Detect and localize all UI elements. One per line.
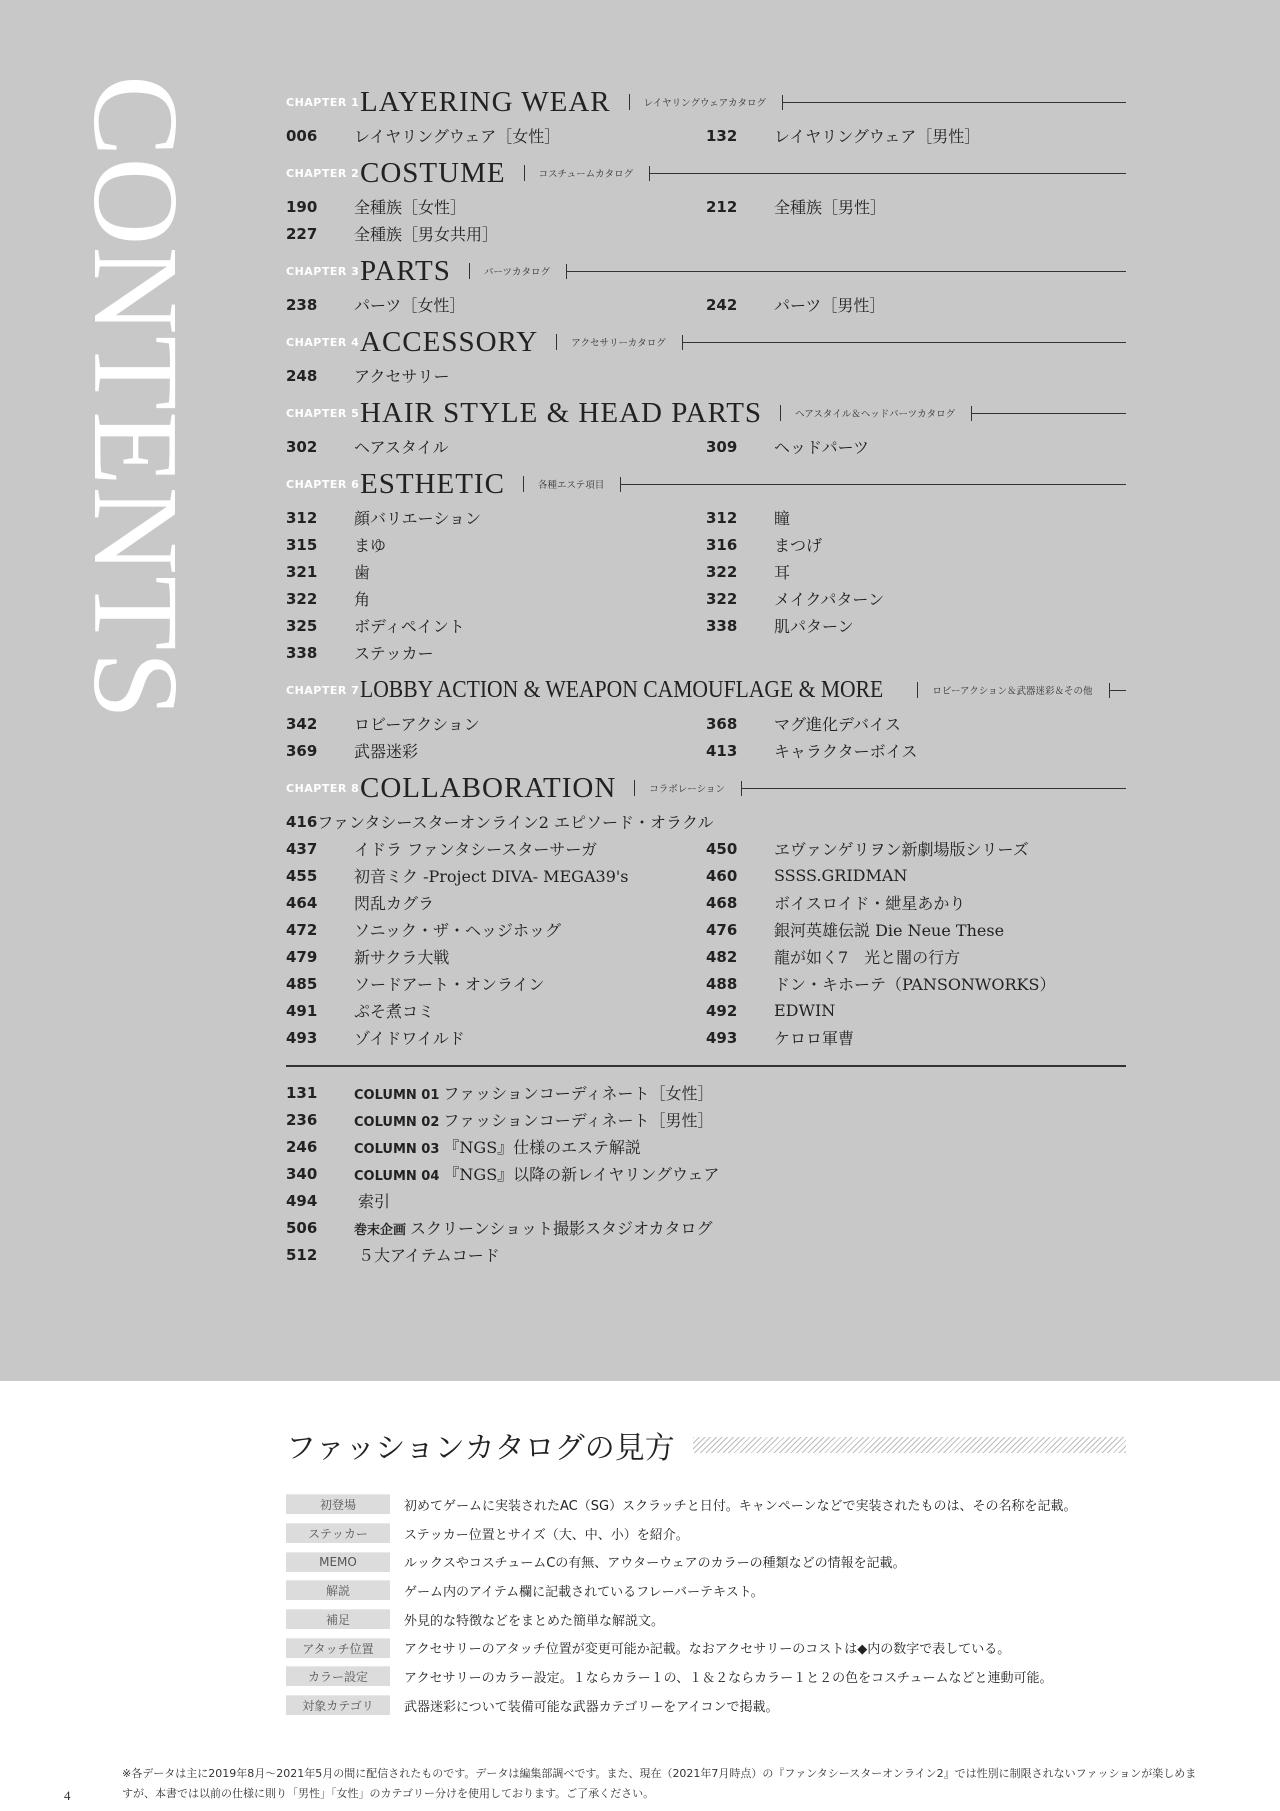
legend-row [286,1605,1126,1634]
column-title: 索引 [358,1192,391,1211]
toc-entry [286,362,706,389]
entry-page-number: 468 [706,893,738,912]
column-title: ファッションコーディネート［男性］ [443,1111,714,1130]
entry-title: 全種族［男性］ [774,198,887,217]
chapter-entries [286,710,1126,764]
toc-entry [286,916,706,943]
legend-row [286,1662,1126,1691]
entry-page-number: 338 [706,616,738,635]
entry-page-number: 482 [706,947,738,966]
chapter-title: ACCESSORY [360,325,539,358]
column-page-number: 131 [286,1083,318,1102]
chapter-subtitle: レイヤリングウェアカタログ [643,98,767,109]
toc-entry [286,531,706,558]
entry-page-number: 316 [706,535,738,554]
toc-entry [706,291,1126,318]
column-entry [286,1079,1126,1106]
toc-entry [286,558,706,585]
toc-entry [706,1024,1126,1051]
entry-page-number: 338 [286,643,318,662]
entry-title: ソードアート・オンライン [354,975,545,994]
chapter-subtitle: コラボレーション [649,784,725,795]
legend-key-badge: 解説 [286,1580,390,1600]
entry-page-number: 212 [706,197,738,216]
column-prefix: COLUMN 01 [354,1088,440,1103]
column-list [286,1079,1126,1268]
entry-title: 歯 [354,563,371,582]
entry-title: キャラクターボイス [774,742,918,761]
toc-entry [286,835,706,862]
entry-title: ロビーアクション [354,715,480,734]
entry-page-number: 479 [286,947,318,966]
chapter-entries [286,122,1126,149]
legend-description: ルックスやコスチュームCの有無、アウターウェアのカラーの種類などの情報を記載。 [404,1556,906,1572]
chapter-label: CHAPTER 8 [286,781,360,795]
column-prefix: COLUMN 02 [354,1115,440,1130]
column-prefix: COLUMN 04 [354,1169,440,1184]
toc-entry [706,970,1126,997]
chapter-subtitle: アクセサリーカタログ [571,338,666,349]
contents-title: CONTENTS [68,75,203,721]
chapter-rule [971,413,1126,414]
entry-page-number: 450 [706,839,738,858]
column-title-wrap [354,1081,714,1104]
catalog-legend [286,1420,1126,1720]
entry-title: ケロロ軍曹 [774,1029,855,1048]
toc-entry [286,612,706,639]
toc-entry [706,433,1126,460]
legend-description: ステッカー位置とサイズ（大、中、小）を紹介。 [404,1527,689,1543]
entry-title: アクセサリー [354,367,450,386]
column-title: ファッションコーディネート［女性］ [443,1084,714,1103]
toc-entry [706,585,1126,612]
entry-page-number: 464 [286,893,318,912]
chapter-title: ESTHETIC [360,467,505,500]
chapter-label: CHAPTER 2 [286,166,360,180]
toc-entry [706,122,1126,149]
legend-key-badge: 対象カテゴリ [286,1695,390,1715]
column-entry [286,1214,1126,1241]
entry-title: 肌パターン [774,617,854,636]
toc-entry [706,889,1126,916]
toc-entry [286,997,706,1024]
chapter-header [286,253,1126,289]
entry-page-number: 227 [286,224,318,243]
column-entry [286,1133,1126,1160]
contents-vertical-title [68,75,203,775]
column-entry [286,1160,1126,1187]
chapter-label: CHAPTER 5 [286,406,360,420]
entry-page-number: 476 [706,920,738,939]
entry-title: パーツ［男性］ [774,296,886,315]
entry-title: ヘッドパーツ [774,438,870,457]
entry-title: 全種族［男女共用］ [354,225,499,244]
chapter-rule [741,788,1126,789]
toc-entry [286,291,706,318]
entry-page-number: 491 [286,1001,318,1020]
toc-entry [286,970,706,997]
entry-title: ヱヴァンゲリヲン新劇場版シリーズ [774,840,1029,859]
toc-entry [286,710,706,737]
toc-entry [706,862,1126,889]
entry-page-number: 315 [286,535,318,554]
column-prefix: 巻末企画 [354,1223,407,1238]
toc-entry [286,122,706,149]
toc-entry [706,737,1126,764]
entry-title: ゾイドワイルド [354,1029,465,1048]
toc-entry [706,710,1126,737]
legend-row [286,1691,1126,1720]
column-title: ５大アイテムコード [358,1246,500,1265]
legend-row [286,1633,1126,1662]
entry-title: ぷそ煮コミ [354,1002,435,1021]
chapter-label: CHAPTER 1 [286,95,360,109]
entry-title: ボイスロイド・紲星あかり [774,894,966,913]
column-page-number: 236 [286,1110,318,1129]
toc-entry [286,1024,706,1051]
legend-row [286,1490,1126,1519]
entry-title: SSSS.GRIDMAN [774,866,908,885]
column-entry [286,1106,1126,1133]
chapter-header [286,770,1126,806]
column-title-wrap [354,1189,390,1212]
entry-title: EDWIN [774,1001,836,1020]
column-title: スクリーンショット撮影スタジオカタログ [410,1219,713,1238]
chapter-title: PARTS [360,254,451,287]
chapter-subtitle: ロビーアクション＆武器迷彩＆その他 [932,686,1093,697]
entry-page-number: 413 [706,741,738,760]
column-title-wrap [354,1216,713,1239]
entry-title: メイクパターン [774,590,885,609]
toc-entry [286,889,706,916]
column-title-wrap [354,1243,500,1266]
entry-title: 龍が如く7 光と闇の行方 [774,948,961,967]
column-page-number: 340 [286,1164,318,1183]
toc-entry [286,585,706,612]
entry-page-number: 312 [706,508,738,527]
toc-entry [286,943,706,970]
entry-page-number: 492 [706,1001,738,1020]
chapter-header [286,466,1126,502]
chapter-title: COLLABORATION [360,771,617,804]
entry-title: ボディペイント [354,617,465,636]
chapter-separator [780,405,781,421]
legend-key-badge: アタッチ位置 [286,1638,390,1658]
entry-page-number: 493 [286,1028,318,1047]
legend-description: ゲーム内のアイテム欄に記載されているフレーバーテキスト。 [404,1584,764,1600]
entry-page-number: 368 [706,714,738,733]
chapter-label: CHAPTER 7 [286,683,360,697]
chapter-rule [1109,690,1126,691]
toc-entry [706,504,1126,531]
legend-key-badge: カラー設定 [286,1666,390,1686]
legend-key-badge: ステッカー [286,1523,390,1543]
entry-title: ファンタシースターオンライン2 エピソード・オラクル [317,813,714,832]
chapter-separator [469,263,470,279]
toc-entry [706,558,1126,585]
toc-entry [286,433,706,460]
entry-title: ステッカー [354,644,434,663]
chapter-rule [566,271,1126,272]
legend-description: 初めてゲームに実装されたAC（SG）スクラッチと日付。キャンペーンなどで実装されたものは、その名称を記載。 [404,1498,1077,1514]
entry-title: ヘアスタイル [354,438,449,457]
entry-title: レイヤリングウェア［女性］ [354,127,561,146]
entry-page-number: 238 [286,295,318,314]
entry-title: 新サクラ大戦 [354,948,450,967]
entry-title: 閃乱カグラ [354,894,435,913]
legend-description: アクセサリーのアタッチ位置が変更可能か記載。なおアクセサリーのコストは◆内の数字で表している。 [404,1642,1011,1658]
entry-page-number: 322 [286,589,318,608]
column-title: 『NGS』以降の新レイヤリングウェア [443,1165,720,1184]
chapter-label: CHAPTER 3 [286,264,360,278]
toc-entry [286,220,706,247]
chapter-separator [629,94,630,110]
chapter-separator [917,682,918,698]
chapter-entries [286,291,1126,318]
entry-page-number: 472 [286,920,318,939]
toc-entry [706,997,1126,1024]
entry-page-number: 132 [706,126,738,145]
column-entry [286,1187,1126,1214]
entry-page-number: 460 [706,866,738,885]
column-page-number: 246 [286,1137,318,1156]
chapter-separator [556,334,557,350]
entry-title: レイヤリングウェア［男性］ [774,127,981,146]
chapter-subtitle: パーツカタログ [483,267,550,278]
chapter-entries [286,433,1126,460]
chapter-subtitle: コスチュームカタログ [538,169,634,180]
chapter-entries [286,808,1126,1051]
legend-title: ファッションカタログの見方 [286,1431,675,1466]
chapter-entries [286,193,1126,247]
chapter-label: CHAPTER 4 [286,335,360,349]
entry-page-number: 437 [286,839,318,858]
entry-title: 角 [354,590,371,609]
toc-entry [286,504,706,531]
column-title-wrap [354,1108,714,1131]
entry-page-number: 485 [286,974,318,993]
legend-row [286,1576,1126,1605]
entry-page-number: 312 [286,508,318,527]
chapter-label: CHAPTER 6 [286,477,360,491]
table-of-contents [286,78,1126,1268]
legend-description: アクセサリーのカラー設定。１ならカラー１の、１＆２ならカラー１と２の色をコスチュームなどと連動可能。 [404,1670,1053,1686]
chapter-title: HAIR STYLE & HEAD PARTS [360,396,763,429]
column-entry [286,1241,1126,1268]
chapter-subtitle: ヘアスタイル＆ヘッドパーツカタログ [795,409,956,420]
legend-heading [286,1420,1126,1470]
chapter-header [286,324,1126,360]
entry-title: 顔バリエーション [354,509,482,528]
legend-row [286,1519,1126,1548]
entry-page-number: 190 [286,197,318,216]
entry-title: 全種族［女性］ [354,198,467,217]
legend-row [286,1547,1126,1576]
chapter-header [286,672,1126,708]
entry-title: ドン・キホーテ（PANSONWORKS） [774,975,1056,994]
column-page-number: 494 [286,1191,318,1210]
legend-key-badge: MEMO [286,1552,390,1572]
chapter-rule [682,342,1126,343]
entry-page-number: 488 [706,974,738,993]
toc-entry [706,916,1126,943]
chapter-title: LOBBY ACTION & WEAPON CAMOUFLAGE & MORE [360,676,884,703]
entry-page-number: 369 [286,741,318,760]
chapter-header [286,155,1126,191]
legend-hatch-decoration [693,1437,1126,1453]
entry-title: 初音ミク -Project DIVA- MEGA39's [354,867,629,886]
entry-title: 銀河英雄伝説 Die Neue These [774,921,1005,940]
legend-description: 外見的な特徴などをまとめた簡単な解説文。 [404,1613,665,1629]
entry-title: まゆ [354,536,387,555]
entry-page-number: 493 [706,1028,738,1047]
legend-key-badge: 補足 [286,1609,390,1629]
entry-title: パーツ［女性］ [354,296,466,315]
legend-description: 武器迷彩について装備可能な武器カテゴリーをアイコンで掲載。 [404,1699,779,1715]
entry-page-number: 455 [286,866,318,885]
toc-entry [286,639,706,666]
entry-page-number: 242 [706,295,738,314]
column-title-wrap [354,1135,641,1158]
chapter-header [286,84,1126,120]
chapter-rule [620,484,1126,485]
toc-entry [706,193,1126,220]
toc-entry [706,808,1126,835]
toc-entry [706,835,1126,862]
toc-entry [706,943,1126,970]
entry-title: 耳 [774,563,791,582]
chapter-title: COSTUME [360,156,506,189]
section-divider [286,1065,1126,1067]
chapter-rule [649,173,1126,174]
entry-title: 瞳 [774,509,791,528]
entry-page-number: 309 [706,437,738,456]
entry-page-number: 322 [706,562,738,581]
toc-entry [286,862,706,889]
toc-entry [706,531,1126,558]
entry-title: ソニック・ザ・ヘッジホッグ [354,921,562,940]
chapter-header [286,395,1126,431]
entry-page-number: 416 [286,812,318,831]
entry-page-number: 302 [286,437,318,456]
entry-title: 武器迷彩 [354,742,419,761]
column-title-wrap [354,1162,719,1185]
chapter-entries [286,504,1126,666]
column-page-number: 506 [286,1218,318,1237]
entry-page-number: 325 [286,616,318,635]
column-prefix: COLUMN 03 [354,1142,440,1157]
entry-page-number: 321 [286,562,318,581]
toc-entry [706,612,1126,639]
entry-page-number: 006 [286,126,318,145]
chapter-separator [523,476,524,492]
toc-entry [286,737,706,764]
toc-entry [286,193,706,220]
legend-rows [286,1490,1126,1720]
chapter-subtitle: 各種エステ項目 [537,480,605,491]
entry-title: イドラ ファンタシースターサーガ [354,840,598,859]
page-number: 4 [64,1788,71,1803]
chapter-separator [634,780,635,796]
entry-page-number: 248 [286,366,318,385]
entry-title: まつげ [774,536,823,555]
column-page-number: 512 [286,1245,318,1264]
column-title: 『NGS』仕様のエステ解説 [443,1138,641,1157]
legend-key-badge: 初登場 [286,1494,390,1514]
entry-title: マグ進化デバイス [774,715,901,734]
chapter-entries [286,362,1126,389]
chapter-title: LAYERING WEAR [360,85,611,118]
entry-page-number: 342 [286,714,318,733]
toc-entry [286,808,714,835]
entry-page-number: 322 [706,589,738,608]
chapter-separator [524,165,525,181]
footnote: ※各データは主に2019年8月～2021年5月の間に配信されたものです。データは編集部調べです。また、現在（2021年7月時点）の『ファンタシースターオンライン2』では性別に制限されないファッションが楽しめますが、本書では以前の仕様に則り「男性」「女性」のカテゴリー分けを使用しております。ご了承ください。 [122,1767,1197,1800]
chapter-rule [782,102,1126,103]
